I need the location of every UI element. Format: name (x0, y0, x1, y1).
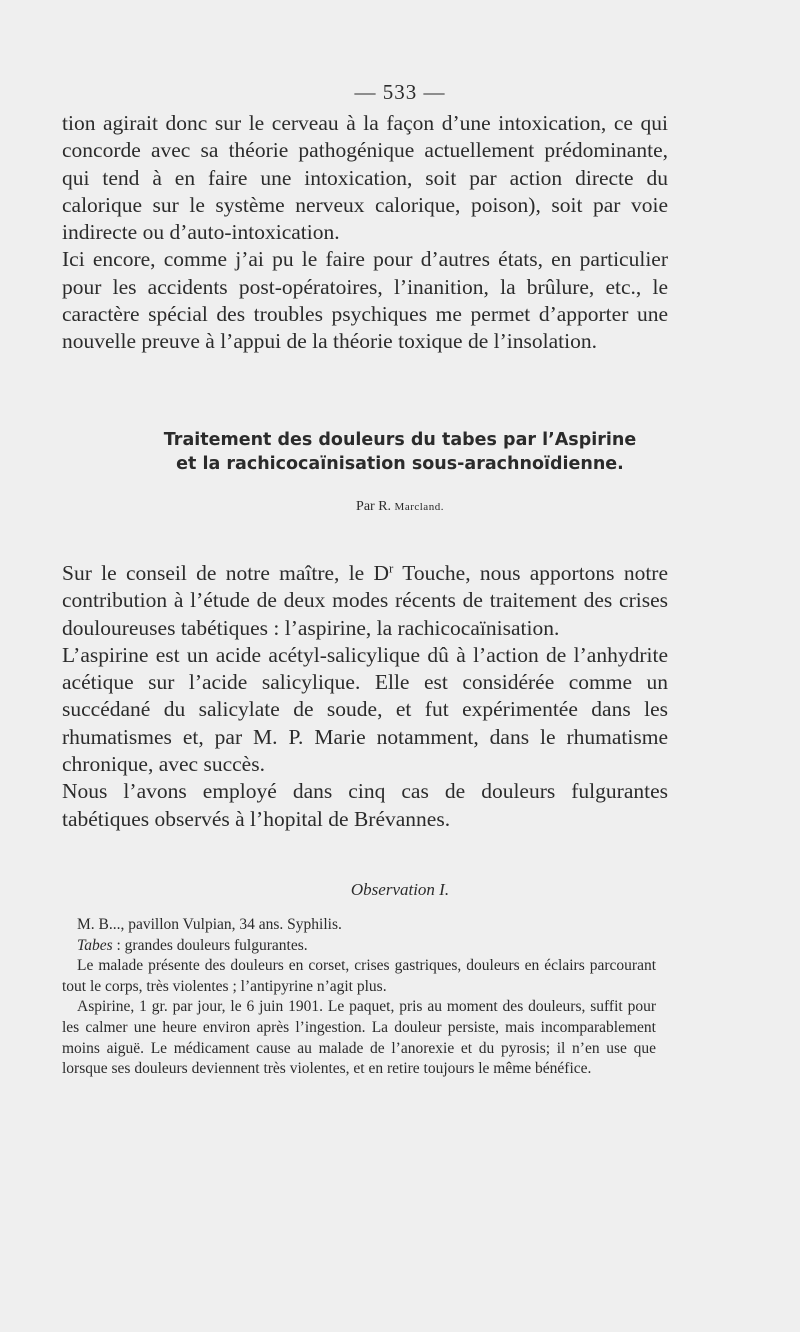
observation-paragraph: Le malade présente des douleurs en corset, crises gastriques, douleurs en éclairs parcourant tout le corps, très violentes ; l’antipyrine n’agit plus. (62, 957, 656, 995)
page-number: — 533 — (354, 80, 446, 104)
main-text (62, 560, 668, 833)
main-paragraph: Nous l’avons employé dans cinq cas de douleurs fulgurantes tabétiques observés à l’hopital de Brévannes. (62, 779, 668, 831)
intro-paragraph: tion agirait donc sur le cerveau à la façon d’une intoxication, ce qui concorde avec sa théorie pathogénique actuellement prédominante, qui tend à en faire une intoxication, soit par action directe du calorique sur le système nerveux calorique, poison), soit par voie indirecte ou d’auto-intoxication. (62, 111, 668, 245)
author-name: Marcland. (394, 501, 444, 513)
article-title (60, 428, 740, 476)
p1-after: Touche, nous apportons notre contribution à l’étude de deux modes récents de traitement des crises douloureuses tabétiques : l’aspirine, la rachicocaïnisation. (62, 561, 668, 640)
tabes-label: Tabes (77, 936, 113, 954)
main-paragraph (62, 560, 668, 642)
author-prefix: Par R. (356, 499, 392, 514)
p1-before: Sur le conseil de notre maître, le D (62, 561, 390, 585)
intro-text (62, 110, 668, 356)
article-author (0, 499, 800, 515)
observation-text (62, 915, 656, 1080)
p1-sup: r (389, 561, 394, 576)
observation-patient: M. B..., pavillon Vulpian, 34 ans. Syphilis. (77, 916, 342, 933)
article-title-line: et la rachicocaïnisation sous-arachnoïdienne. (176, 454, 624, 474)
observation-tabes (62, 936, 656, 957)
intro-paragraph: Ici encore, comme j’ai pu le faire pour d’autres états, en particulier pour les accidents post-opératoires, l’inanition, la brûlure, etc., le caractère spécial des troubles psychiques me permet d’apporter une nouvelle preuve à l’appui de la théorie toxique de l’insolation. (62, 247, 668, 354)
observation-paragraph: Aspirine, 1 gr. par jour, le 6 juin 1901. Le paquet, pris au moment des douleurs, suffit pour les calmer une heure environ après l’ingestion. La douleur persiste, mais incomparablement moins aiguë. Le médicament cause au malade de l’anorexie et du pyrosis; il n’en use que lorsque ses douleurs deviennent très violentes, et en retire toujours le même bénéfice. (62, 998, 656, 1078)
article-title-line: Traitement des douleurs du tabes par l’Aspirine (163, 430, 637, 450)
tabes-text: : grandes douleurs fulgurantes. (112, 936, 308, 954)
main-paragraph: L’aspirine est un acide acétyl-salicylique dû à l’action de l’anhydrite acétique sur l’acide salicylique. Elle est considérée comme un succédané du salicylate de soude, et fut expérimentée dans les rhumatismes et, par M. P. Marie notamment, dans le rhumatisme chronique, avec succès. (62, 642, 668, 777)
observation-heading: Observation I. (350, 880, 450, 899)
